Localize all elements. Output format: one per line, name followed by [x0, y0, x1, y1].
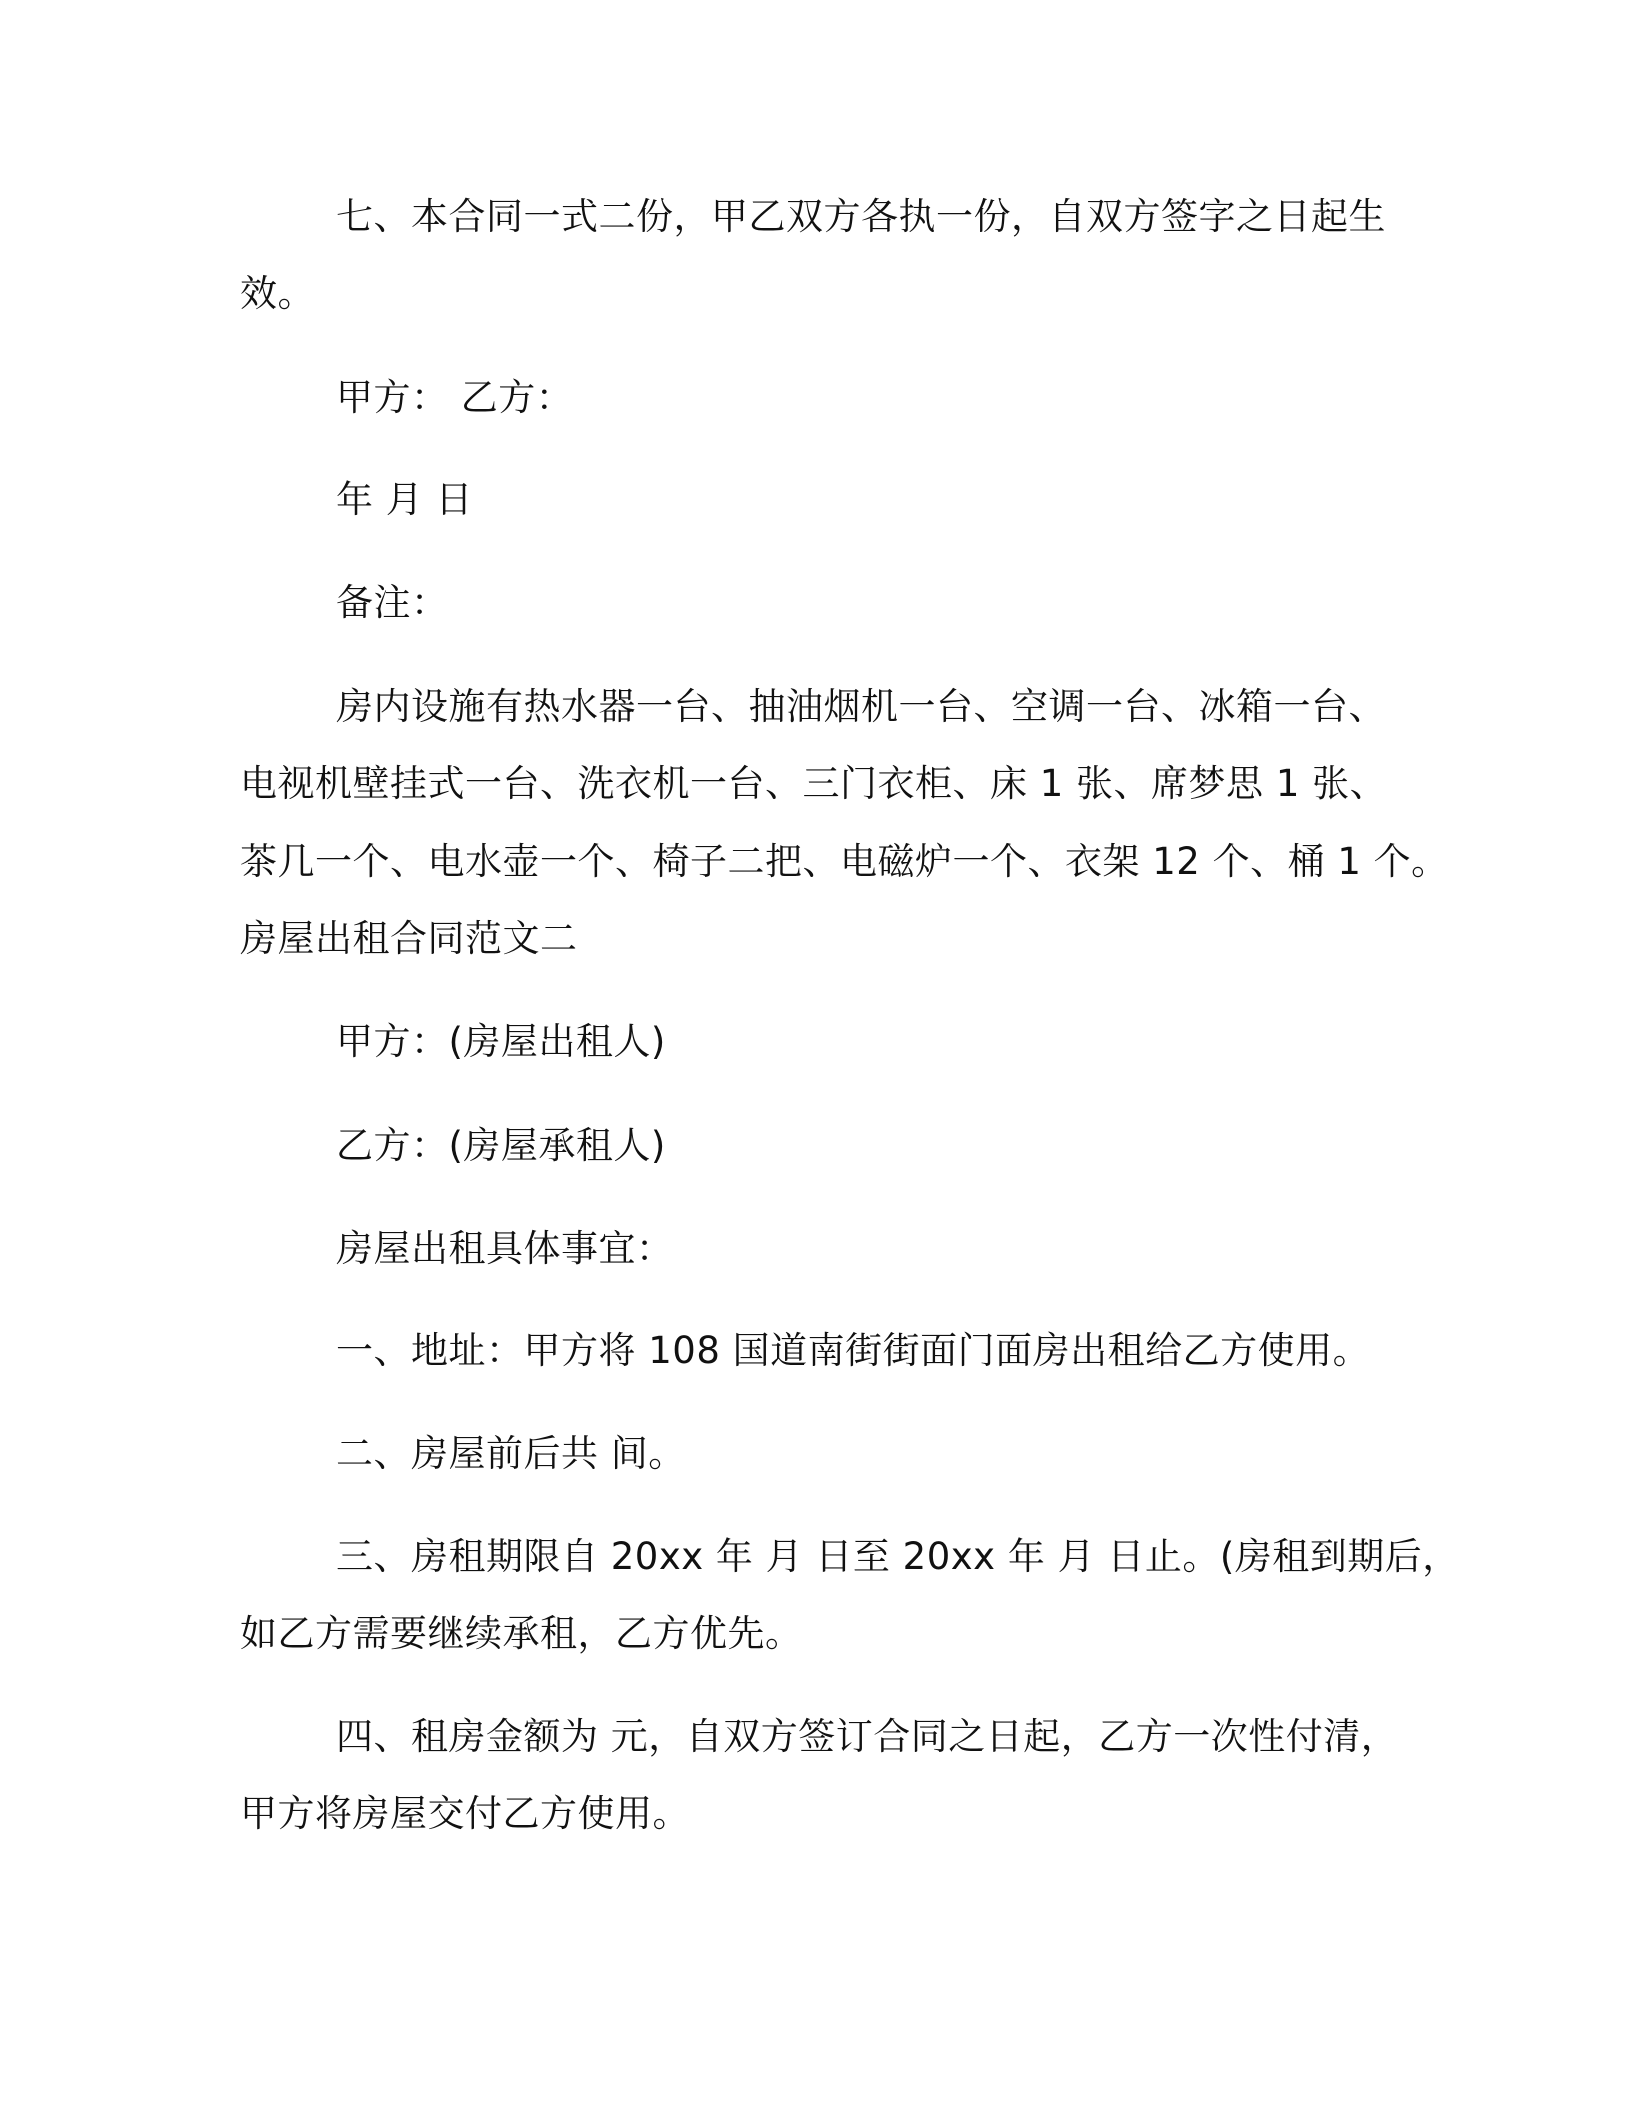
- clause-one-line: 一、地址：甲方将 108 国道南街街面门面房出租给乙方使用。: [336, 1329, 1371, 1372]
- rental-matters-heading: 房屋出租具体事宜：: [336, 1227, 674, 1270]
- remarks-heading: 备注：: [336, 581, 449, 624]
- clause-seven-line-2: 效。: [240, 272, 315, 315]
- party-b-line: 乙方：(房屋承租人): [336, 1124, 666, 1167]
- facilities-line-1: 房内设施有热水器一台、抽油烟机一台、空调一台、冰箱一台、: [336, 685, 1386, 728]
- party-a-line: 甲方：(房屋出租人): [336, 1020, 666, 1063]
- clause-three-line-2: 如乙方需要继续承租，乙方优先。: [240, 1612, 803, 1655]
- clause-three-line-1: 三、房租期限自 20xx 年 月 日至 20xx 年 月 日止。(房租到期后，: [336, 1535, 1460, 1578]
- signature-parties-line: 甲方： 乙方：: [336, 376, 574, 419]
- section-title: 房屋出租合同范文二: [240, 917, 578, 960]
- clause-four-line-1: 四、租房金额为 元，自双方签订合同之日起，乙方一次性付清，: [336, 1715, 1399, 1758]
- facilities-line-3: 茶几一个、电水壶一个、椅子二把、电磁炉一个、衣架 12 个、桶 1 个。: [240, 840, 1449, 883]
- clause-seven-line-1: 七、本合同一式二份，甲乙双方各执一份，自双方签字之日起生: [336, 195, 1386, 238]
- clause-four-line-2: 甲方将房屋交付乙方使用。: [240, 1792, 690, 1835]
- facilities-line-2: 电视机壁挂式一台、洗衣机一台、三门衣柜、床 1 张、席梦思 1 张、: [240, 762, 1388, 805]
- signature-date-line: 年 月 日: [336, 478, 474, 521]
- clause-two-line: 二、房屋前后共 间。: [336, 1432, 686, 1475]
